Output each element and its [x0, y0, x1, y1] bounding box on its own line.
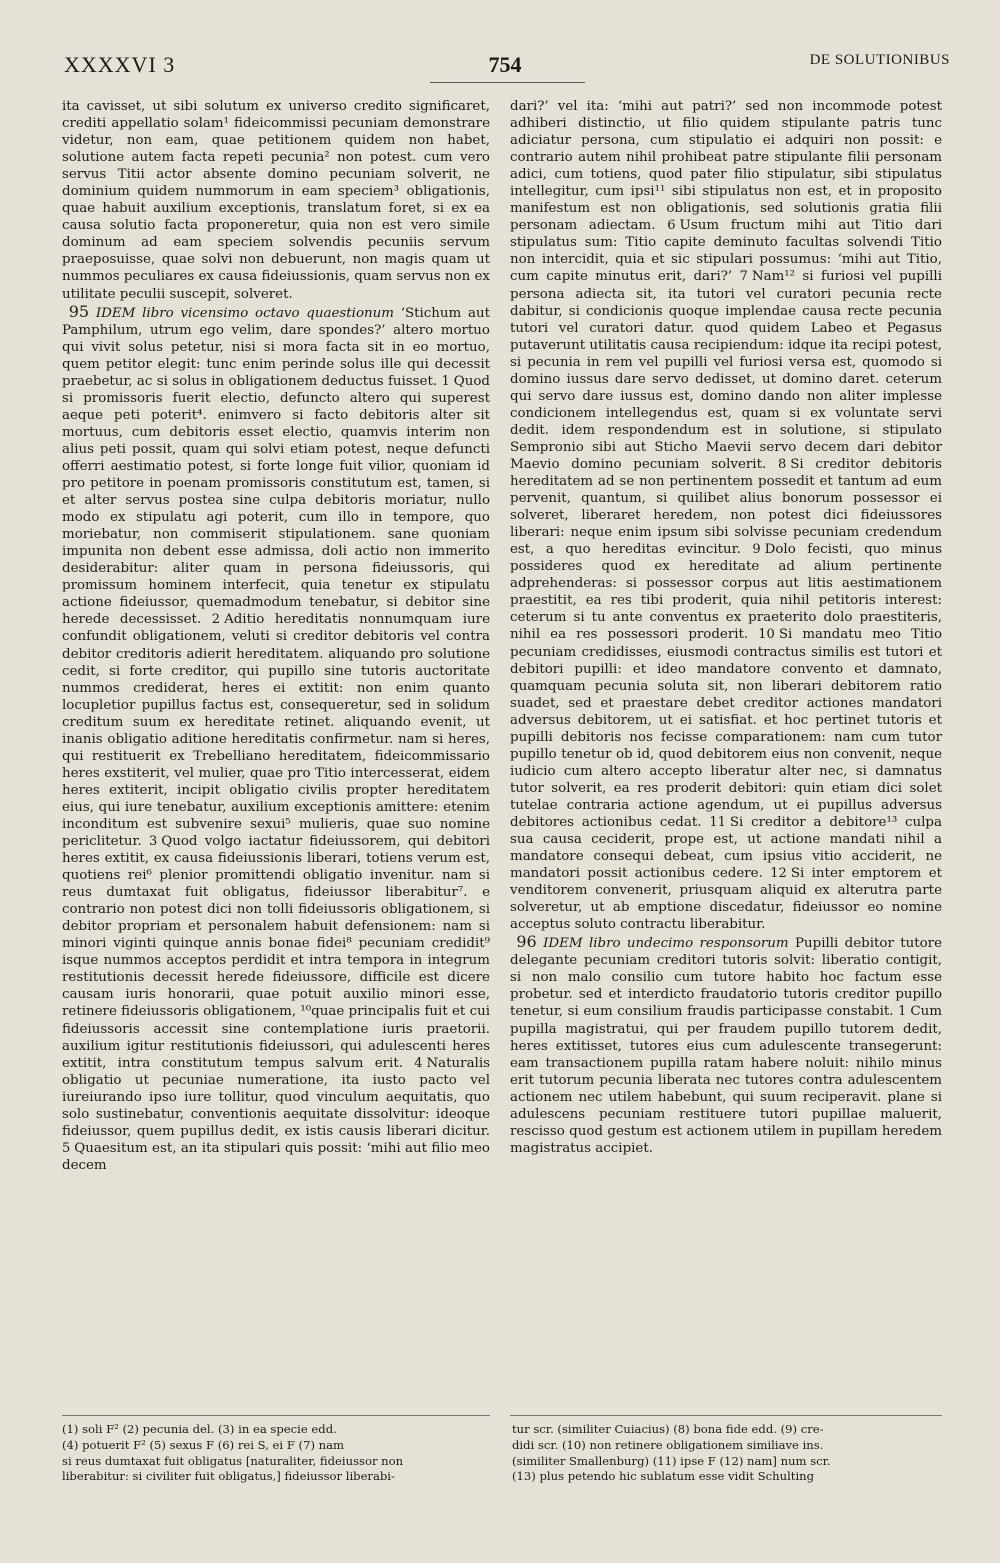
page-number: 754 [488, 52, 522, 77]
section-text: Quod volgo iactatur fideiussorem, qui debitori heres extitit, ex causa fideiussionis liberari, totiens verum est, quotiens rei⁶ plenior promittendi obligatio invenitur. nam si reus dumtaxat fuit obligatus, fideiussor liberabitur⁷. e contrario non potest dici non tolli fideiussoris obligationem, si debitor propriam et personalem habuit defensionem: nam si minori viginti quinque annis bonae fidei⁸ pecuniam credidit⁹ isque nummos acceptos perdidit et intra tempora in integrum restitutionis decessit herede fideiussore, difficile est dicere causam iuris honorarii, quae potuit auxilio minori esse, retinere fideiussoris obligationem, ¹⁰quae principalis fuit et cui fideiussoris accessit sine contemplatione iuris praetorii. auxilium igitur restitutionis fideiussori, qui adulescenti heres extitit, intra constitutum tempus salvum erit. [62, 834, 490, 1071]
footnote-line: (similiter Smallenburg) (11) ipse F (12) nam] num scr. [512, 1453, 831, 1468]
section-marker: 12 [770, 866, 787, 882]
section-text: Nam¹² si furiosi vel pupilli persona adiecta sit, ita tutori vel curatori pecunia recte dabitur, si condicionis quoque implendae causa recte pecunia tutori vel curatori datur. quod quidem Labeo et Pegasus putaverunt utilitatis causa recipiendum: idque ita recipi potest, si pecunia in rem vel pupilli vel furiosi versa est, quomodo si domino iussus dare servo dedisset, ut domino daret. ceterum qui servo dare iussus est, domino dando non aliter implesse condicionem intellegendus est, quam si ex voluntate servi dedit. idem respondendum est in solutione, si stipulato Sempronio sibi aut Sticho Maevii servo decem dari debitor Maevio domino pecuniam solverit. [510, 269, 942, 472]
book-reference: XXXXVI 3 [64, 52, 176, 77]
inscription: IDEM libro vicensimo octavo quaestionum [95, 305, 394, 321]
footnote-rule [510, 1415, 942, 1416]
section-marker: 9 [752, 542, 761, 558]
section-marker: 10 [758, 627, 775, 643]
section-marker: 5 [62, 1140, 71, 1156]
footnote-line: (13) plus petendo hic sublatum esse vidit Schulting [512, 1469, 815, 1484]
section-marker: 4 [414, 1055, 423, 1071]
section-text: Si creditor a debitore¹³ culpa sua causa ceciderit, prope est, ut actione mandati nihil a mandatore consequi debeat, cum ipsius vitio acciderit, ne mandatori possit actionibus cedere. [510, 814, 942, 882]
section-marker: 7 [739, 269, 748, 285]
footnote-line: si reus dumtaxat fuit obligatus [naturaliter, fideiussor non [62, 1453, 404, 1468]
paragraph-text: ita cavisset, ut sibi solutum ex universo credito significaret, crediti appellatio solam¹ fideicommissi pecuniam demonstrare videtur, non eam, quae petitionem quidem non habet, solutione autem facta repeti pecunia² non potest. cum vero servus Titii actor absente domino pecuniam solverit, ne dominium quidem nummorum in eam speciem³ obligationis, quae habuit auxilium exceptionis, translatum foret, si ex ea causa solutio facta proponeretur, quia non est vero simile dominum ad eam speciem solvendis pecuniis servum praeposuisse, quae solvi non debuerunt, non magis quam ut nummos peculiares ex causa fideiussionis, quam servus non ex utilitate peculii suscepit, solveret. [62, 99, 490, 302]
footnotes-right [512, 1422, 942, 1485]
section-marker: 6 [667, 218, 676, 234]
section-text: Quaesitum est, an ita stipulari quis possit: ‘mihi aut filio meo decem [62, 1140, 490, 1173]
section-marker: 1 [898, 1004, 907, 1020]
section-text: Naturalis obligatio ut pecuniae numeratione, ita iusto pacto vel iureiurando ipso iure tollitur, quod vinculum aequitatis, quo solo sustinebatur, conventionis aequitate dissolvitur: ideoque fideiussor, quem pupillus dedit, ex istis causis liberari dicitur. [62, 1055, 490, 1139]
law-text: Pupilli debitor tutore delegante pecuniam creditori tutoris solvit: liberatio contigit, si non malo consilio cum tutore habito hoc factum esse probetur. sed et interdicto fraudatorio tutoris creditor pupillo tenetur, si eum consilium fraudis participasse constabit. [510, 936, 943, 1020]
section-text: dari?’ vel ita: ‘mihi aut patri?’ sed non incommode potest adhiberi distinctio, ut filio quidem stipulante patris tunc adiciatur persona, cum stipulatio ei adquiri non possit: e contrario autem nihil prohibeat patre stipulante filii personam adici, cum totiens, quod pater filio stipulatur, sibi stipulatus intellegitur, cum ipsi¹¹ sibi stipulatus non est, et in proposito manifestum est non obligationis, sed solutionis gratia filii personam adiectam. [510, 99, 942, 234]
header-rule [430, 82, 585, 83]
section-text: Cum pupilla magistratui, qui per fraudem pupillo tutorem dedit, heres extitisset, tutores eius cum adulescente transegerunt: eam transactionem pupilla ratam habere noluit: nihilo minus erit tutorum pecunia liberata nec tutores contra adulescentem actionem nec utilem habebunt, qui suum reciperavit. plane si adulescens pecuniam restituere tutori pupillae maluerit, rescisso quod gestum est actionem utilem in pupillam heredem magistratus accipiet. [510, 1004, 942, 1156]
right-column [510, 98, 942, 1157]
section-marker: 1 [441, 373, 450, 389]
law-96 [510, 933, 942, 1157]
law-95-continued [510, 98, 942, 933]
paragraph [62, 98, 490, 303]
running-title: DE SOLUTIONIBUS [809, 52, 950, 68]
footnote-line: liberabitur: si civiliter fuit obligatus,] fideiussor liberabi- [62, 1469, 395, 1484]
footnote-rule [62, 1415, 490, 1416]
footnote-line: (4) potuerit F² (5) sexus F (6) rei S, ei F (7) nam [62, 1437, 345, 1452]
footnote-line: tur scr. (similiter Cuiacius) (8) bona fide edd. (9) cre- [512, 1422, 824, 1436]
footnote-line: didi scr. (10) non retinere obligationem similiave ins. [512, 1437, 824, 1452]
inscription: IDEM libro undecimo responsorum [543, 936, 789, 952]
footnotes-left [62, 1422, 492, 1485]
section-text: Si mandatu meo Titio pecuniam credidisses, eiusmodi contractus similis est tutori et debitori pupilli: et ideo mandatore convento et damnato, quamquam pecunia soluta sit, non liberari debitorem ratio suadet, sed et praestare debet creditor actiones mandatori adversus debitorem, ut ei satisfiat. et hoc pertinet tutoris et pupilli debitoris nos fecisse comparationem: nam cum tutor pupillo tenetur ob id, quod debitorem eius non convenit, neque iudicio cum altero accepto liberatur alter nec, si damnatus tutor solverit, ea res proderit debitori: quin etiam dici solet tutelae contraria actione agendum, ut ei pupillus adversus debitores actionibus cedat. [510, 627, 942, 830]
left-column [62, 98, 490, 1174]
section-marker: 3 [148, 834, 158, 850]
section-marker: 8 [777, 456, 787, 472]
section-text: Usum fructum mihi aut Titio dari stipulatus sum: Titio capite deminuto facultas solvendi Titio non intercidit, quia et sic stipulari possumus: ‘mihi aut Titio, cum capite minutus erit, dari?’ [510, 218, 943, 285]
section-marker: 2 [211, 612, 221, 628]
section-text: Quod si promissoris fuerit electio, defuncto altero qui superest aeque peti poterit⁴. enimvero si facto debitoris alter sit mortuus, cum debitoris esset electio, quamvis interim non alius peti possit, quam qui solvi etiam potest, neque defuncti offerri aestimatio potest, si forte longe fuit vilior, quoniam id pro petitore in poenam promissoris constitutum est, tamen, si et alter servus postea sine culpa debitoris moriatur, nullo modo ex stipulatu agi poterit, cum illo in tempore, quo moriebatur, non commiserit stipulationem. sane quoniam impunita non debent esse admissa, doli actio non immerito desiderabitur: aliter quam in persona fideiussoris, qui promissum hominem interfecit, quia tenetur ex stipulatu actione fideiussor, quemadmodum tenebatur, si debitor sine herede decessisset. [62, 373, 490, 628]
section-text: Si creditor debitoris hereditatem ad se non pertinentem possedit et tantum ad eum pervenit, quantum, si quilibet alius bonorum possessor ei solveret, liberaret heredem, non potest dici fideiussores liberari: neque enim ipsum sibi solvisse pecuniam credendum est, a quo hereditas evincitur. [510, 456, 942, 558]
section-marker: 11 [709, 814, 726, 830]
law-95 [62, 303, 490, 1174]
section-text: Dolo fecisti, quo minus possideres quod ex hereditate ad alium pertinente adprehenderas: si possessor corpus aut litis aestimationem praestitit, ea res tibi proderit, quia nihil petitoris interest: ceterum si tu ante conventus ex praeterito dolo praestiteris, nihil ea res possessori proderit. [510, 542, 942, 643]
footnote-line: (1) soli F² (2) pecunia del. (3) in ea specie edd. [62, 1422, 337, 1436]
law-text: ‘Stichum aut Pamphilum, utrum ego velim, dare spondes?’ altero mortuo qui vivit solus petetur, nisi si mora facta sit in eo mortuo, quem petitor elegit: tunc enim perinde solus ille qui decessit praebetur, ac si solus in obligationem deductus fuisset. [62, 305, 490, 389]
law-number: 95 [68, 301, 90, 321]
section-text: Si inter emptorem et venditorem convenerit, priusquam aliquid ex alterutra parte solveretur, ut ab emptione discedatur, fideiussor eo nomine acceptus soluto contractu liberabitur. [510, 866, 942, 933]
section-text: Aditio hereditatis nonnumquam iure confundit obligationem, veluti si creditor debitoris vel contra debitor creditoris adierit hereditatem. aliquando pro solutione cedit, si forte creditor, qui pupillo sine tutoris auctoritate nummos crediderat, heres ei extitit: non enim quanto locupletior pupillus factus est, consequeretur, sed in solidum creditum suum ex hereditate retinet. aliquando evenit, ut inanis obligatio aditione hereditatis confirmetur. nam si heres, qui restituerit ex Trebelliano hereditatem, fideicommissario heres exstiterit, vel mulier, quae pro Titio intercesserat, eidem heres extiterit, incipit obligatio civilis propter hereditatem eius, qui iure tenebatur, auxilium exceptionis amittere: etenim inconditum est subvenire sexui⁵ mulieris, quae suo nomine periclitetur. [62, 612, 491, 850]
law-number: 96 [516, 932, 537, 952]
